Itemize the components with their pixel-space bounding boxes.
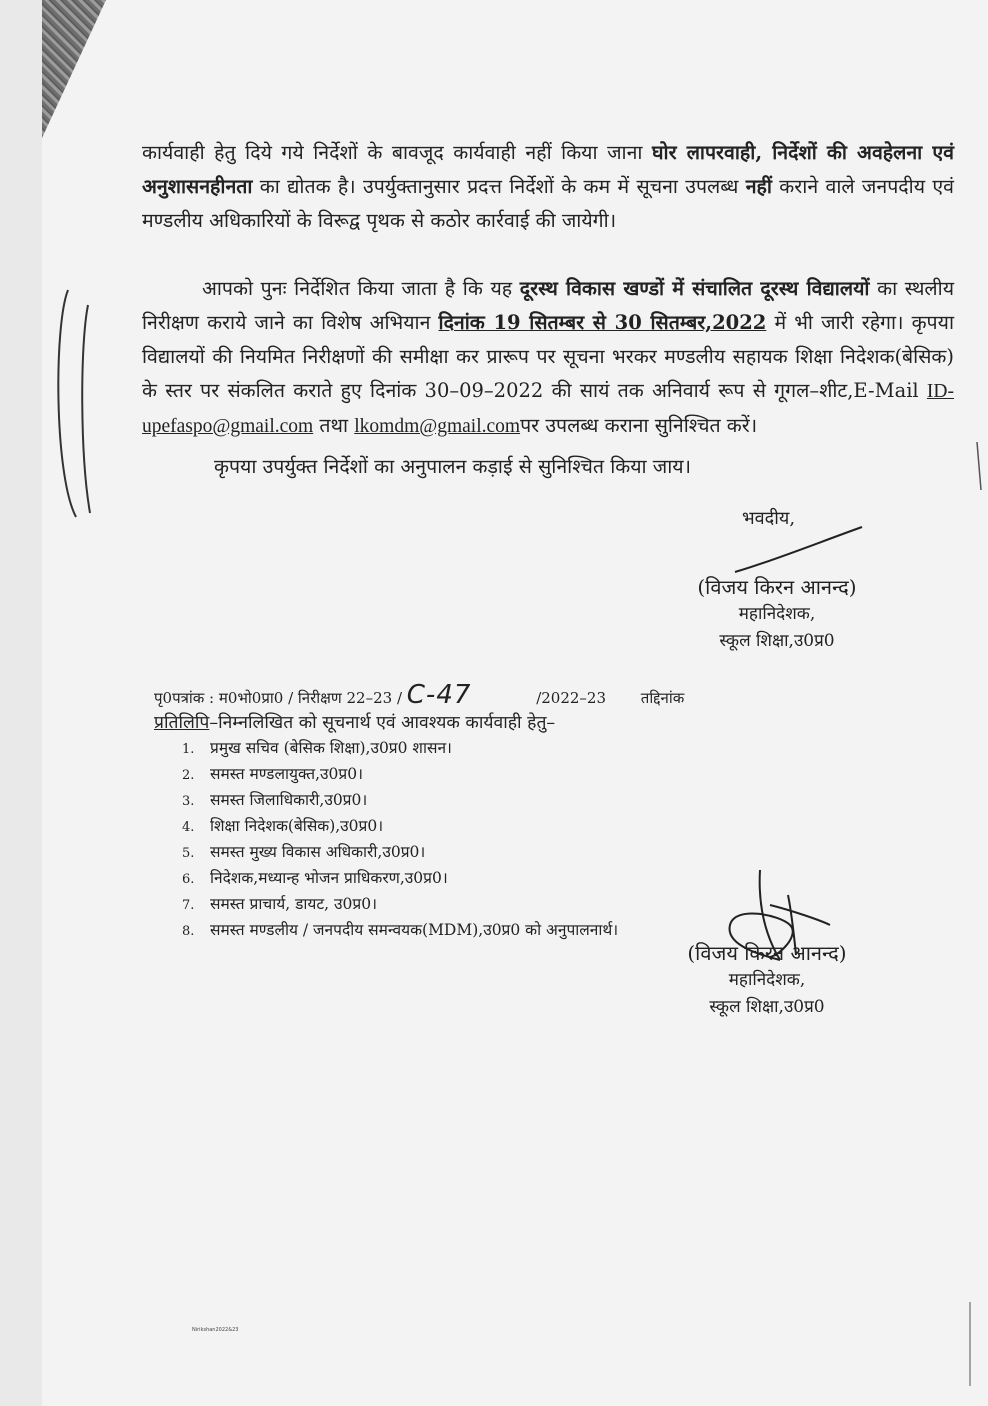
text: आपको पुनः निर्देशित किया जाता है कि यह [202, 277, 520, 300]
copy-to-line [154, 710, 555, 734]
signature-flourish [730, 522, 870, 582]
list-text: शिक्षा निदेशक(बेसिक),उ0प्र0। [210, 817, 384, 835]
signature-block [682, 574, 872, 655]
list-item [182, 892, 618, 918]
list-text: समस्त मण्डलायुक्त,उ0प्र0। [210, 765, 363, 783]
handwritten-signature [720, 865, 840, 975]
text: कराने वाले जनपदीय एवं मण्डलीय अधिकारियों के विरूद्व पृथक से कठोर कार्रवाई की जायेगी। [142, 175, 954, 232]
list-number: 8. [182, 924, 195, 939]
text: में भी जारी रहेगा। कृपया विद्यालयों की नियमित निरीक्षणों की समीक्षा कर प्रारूप पर सूचना भरकर मण्डलीय सहायक शिक्षा निदेशक(बेसिक) के स्तर पर संकलित कराते हुए दिनांक 30–09–2022 की सायं तक अनिवार्य रूप से गूगल–शीट,E-Mail [142, 311, 954, 402]
handwritten-ref: C-47 [406, 680, 472, 710]
copy-list [182, 736, 618, 944]
list-number: 7. [182, 898, 195, 913]
edge-mark [965, 1300, 975, 1390]
list-number: 5. [182, 846, 195, 861]
text-bold: नहीं [745, 175, 772, 198]
list-item [182, 814, 618, 840]
email-link[interactable]: ID-upefaspo@gmail.com [142, 381, 954, 437]
signatory-office: स्कूल शिक्षा,उ0प्र0 [709, 997, 825, 1017]
copy-intro: –निम्नलिखित को सूचनार्थ एवं आवश्यक कार्यवाही हेतु– [209, 713, 556, 733]
campaign-dates: दिनांक 19 सितम्बर से 30 सितम्बर,2022 [438, 311, 767, 334]
list-text: समस्त मण्डलीय / जनपदीय समन्वयक(MDM),उ0प्र0 को अनुपालनार्थ। [210, 921, 619, 939]
paragraph-1 [142, 136, 954, 238]
list-item [182, 840, 618, 866]
ref-date-label: तद्दिनांक [640, 689, 685, 707]
text: पर उपलब्ध कराना सुनिश्चित करें। [520, 414, 758, 437]
signatory-name: (विजय किरन आनन्द) [687, 941, 847, 965]
edge-mark [975, 440, 985, 500]
email-link[interactable]: lkomdm@gmail.com [354, 416, 521, 437]
list-text: समस्त मुख्य विकास अधिकारी,उ0प्र0। [210, 843, 426, 861]
text: कार्यवाही हेतु दिये गये निर्देशों के बावजूद कार्यवाही नहीं किया जाना [142, 141, 653, 164]
list-item [182, 762, 618, 788]
signatory-designation: महानिदेशक, [738, 604, 816, 624]
closing-salutation: भवदीय, [742, 508, 796, 529]
text: तथा [313, 414, 355, 437]
list-item [182, 788, 618, 814]
text: का स्थलीय निरीक्षण कराये जाने का विशेष अभियान [142, 277, 955, 334]
letter-page [42, 0, 988, 1406]
text: का द्योतक है। उपर्युक्तानुसार प्रदत्त निर्देशों के कम में सूचना उपलब्ध [252, 175, 746, 198]
list-text: समस्त जिलाधिकारी,उ0प्र0। [210, 791, 368, 809]
list-text: निदेशक,मध्यान्ह भोजन प्राधिकरण,उ0प्र0। [210, 869, 448, 887]
paragraph-3: कृपया उपर्युक्त निर्देशों का अनुपालन कड़ाई से सुनिश्चित किया जाय। [214, 455, 692, 478]
list-number: 4. [182, 820, 195, 835]
signatory-office: स्कूल शिक्षा,उ0प्र0 [719, 631, 835, 651]
list-text: प्रमुख सचिव (बेसिक शिक्षा),उ0प्र0 शासन। [210, 739, 452, 757]
list-item [182, 918, 618, 944]
paragraph-2 [142, 272, 954, 444]
signatory-designation: महानिदेशक, [728, 970, 806, 990]
list-item [182, 736, 618, 762]
scanned-corner-shadow [42, 0, 106, 138]
reference-number-line [154, 680, 684, 710]
list-item [182, 866, 618, 892]
footer-file-tag: Nirikshan2022&23 [192, 1327, 239, 1333]
list-text: समस्त प्राचार्य, डायट, उ0प्र0। [210, 895, 377, 913]
list-number: 3. [182, 794, 195, 809]
signatory-name: (विजय किरन आनन्द) [697, 575, 857, 599]
list-number: 2. [182, 768, 195, 783]
ref-year: /2022–23 [536, 689, 607, 707]
text-bold: दूरस्थ विकास खण्डों में संचालित दूरस्थ विद्यालयों [519, 277, 870, 300]
list-number: 6. [182, 872, 195, 887]
margin-bracket-mark [46, 285, 106, 525]
copy-heading: प्रतिलिपि [154, 713, 210, 733]
ref-prefix: पृ0पत्रांक : म0भो0प्रा0 / निरीक्षण 22–23 / [154, 689, 402, 707]
list-number: 1. [182, 742, 195, 757]
text-bold: घोर लापरवाही, निर्देशों की अवहेलना एवं अनुशासनहीनता [142, 141, 954, 198]
